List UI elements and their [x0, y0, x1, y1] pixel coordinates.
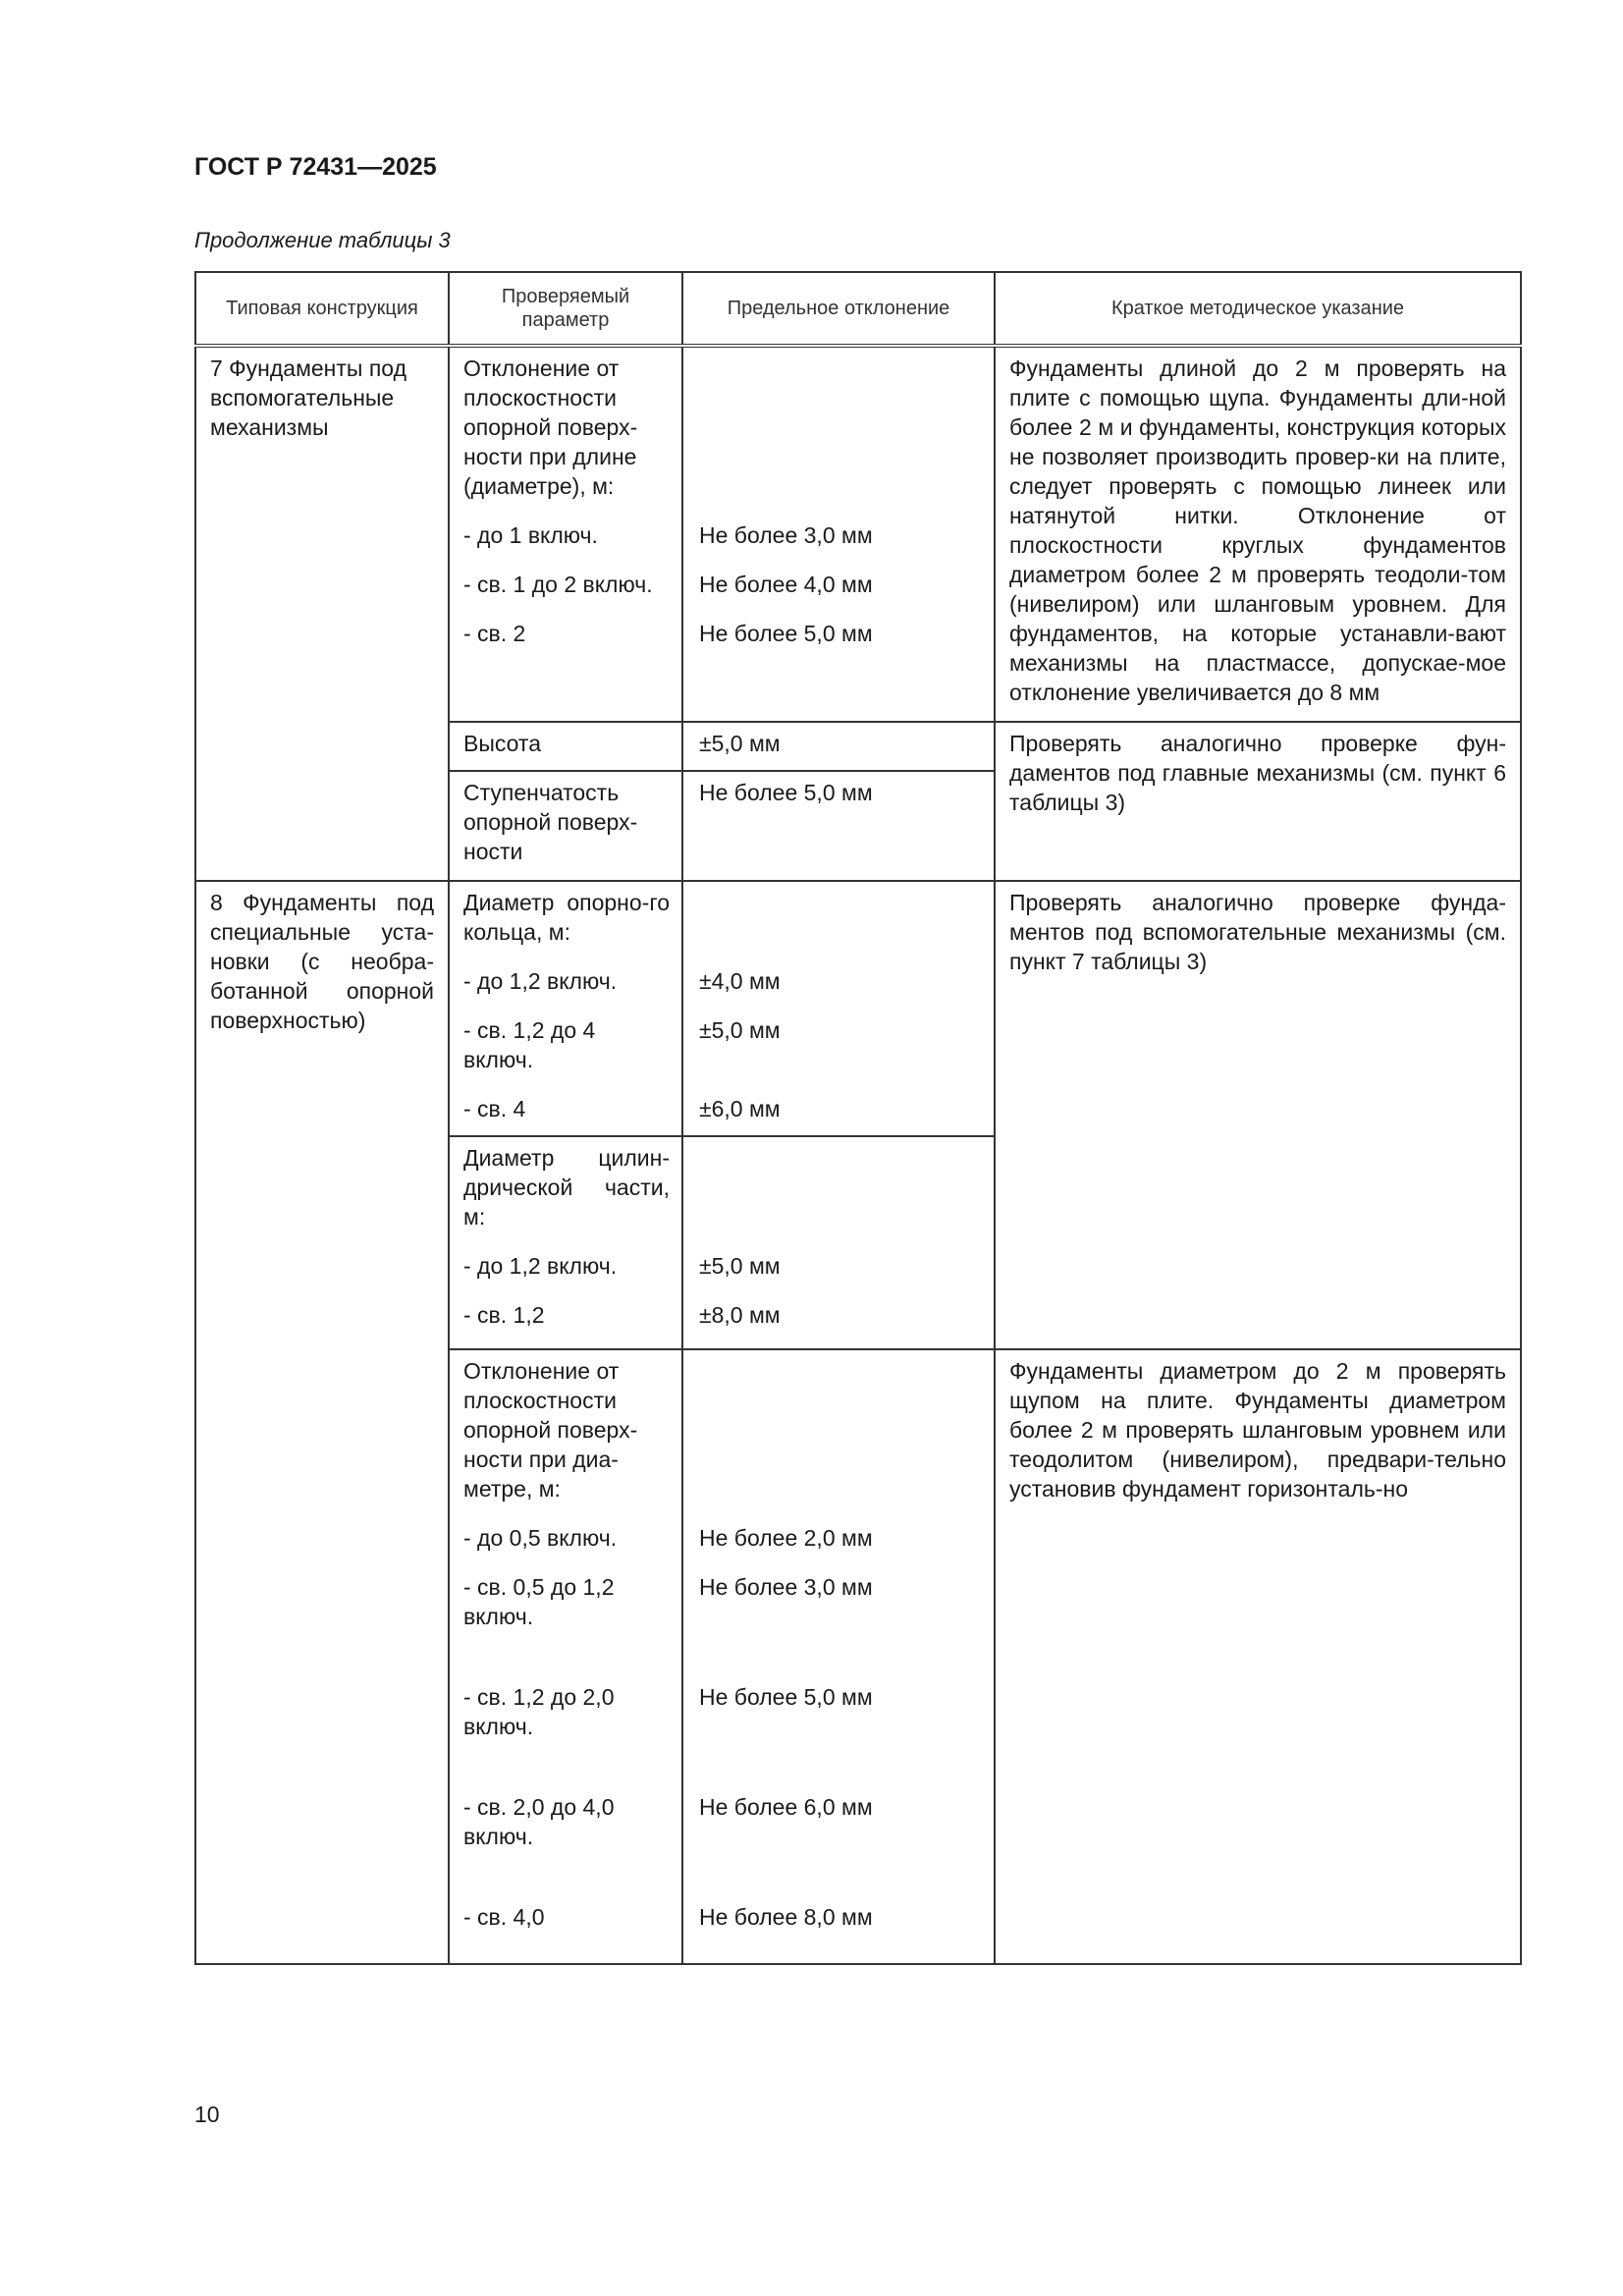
param-label: Отклонение от плоскостности опорной поверх-ности при диа-метре, м:	[463, 1358, 638, 1502]
param-value-group	[449, 1349, 995, 1964]
construction-text: 8 Фундаменты под специальные уста-новки (с необра-ботанной опорной поверхностью)	[210, 890, 434, 1033]
param-item: - св. 4,0 Не более 8,0 мм	[463, 1904, 873, 1930]
param-cell: Ступенчатость опорной поверх-ности	[449, 771, 682, 881]
param-item: - св. 4 ±6,0 мм	[463, 1096, 781, 1121]
param-label: Диаметр опорно-го кольца, м:	[463, 890, 670, 945]
header-parameter: Проверяемый параметр	[449, 272, 682, 346]
deviation-cell: ±5,0 мм	[682, 722, 995, 771]
param-label: Отклонение от плоскостности опорной поверх-ности при длине (диаметре), м:	[463, 355, 638, 499]
method-note: Проверять аналогично проверке фунда-ментов под вспомогательные механизмы (см. пункт 7 таблицы 3)	[995, 881, 1521, 1349]
table-header-row	[195, 272, 1521, 346]
method-note: Фундаменты длиной до 2 м проверять на плите с помощью щупа. Фундаменты дли-ной более 2 м и фундаменты, конструкция которых не позволяет производить провер-ки на плите, следует проверять с помощью линеек или натянутой нитки. Отклонение от плоскостности круглых фундаментов диаметром более 2 м проверять теодоли-том (нивелиром) или шланговым уровнем. Для фундаментов, на которые устанавли-вают механизмы на пластмассе, допускае-мое отклонение увеличивается до 8 мм	[995, 346, 1521, 722]
tolerance-table	[194, 271, 1522, 1965]
method-note: Фундаменты диаметром до 2 м проверять щупом на плите. Фундаменты диаметром более 2 м проверять шланговым уровнем или теодолитом (нивелиром), предвари-тельно установив фундамент горизонталь-но	[995, 1349, 1521, 1964]
param-item: - св. 2,0 до 4,0 включ. Не более 6,0 мм	[463, 1794, 873, 1849]
param-value-group	[449, 1136, 995, 1349]
deviation-cell: Не более 5,0 мм	[682, 771, 995, 881]
param-item: - св. 1,2 до 4 включ. ±5,0 мм	[463, 1017, 781, 1072]
table-row	[195, 881, 1521, 1136]
table-caption: Продолжение таблицы 3	[194, 228, 451, 252]
construction-cell	[195, 346, 449, 881]
param-item: - до 1 включ. Не более 3,0 мм	[463, 522, 873, 548]
param-cell: Высота	[449, 722, 682, 771]
param-item: - св. 1,2 ±8,0 мм	[463, 1302, 781, 1328]
method-note: Проверять аналогично проверке фун-даментов под главные механизмы (см. пункт 6 таблицы 3)	[995, 722, 1521, 881]
param-label: Диаметр цилин-дрической части, м:	[463, 1145, 670, 1230]
header-deviation: Предельное отклонение	[682, 272, 995, 346]
param-item: - до 0,5 включ. Не более 2,0 мм	[463, 1525, 873, 1551]
param-item: - св. 0,5 до 1,2 включ. Не более 3,0 мм	[463, 1574, 873, 1629]
param-value-group	[449, 346, 995, 722]
table-row	[195, 346, 1521, 722]
page-number: 10	[194, 2102, 220, 2127]
param-item: - св. 1 до 2 включ. Не более 4,0 мм	[463, 572, 873, 597]
param-item: - св. 1,2 до 2,0 включ. Не более 5,0 мм	[463, 1684, 873, 1739]
param-item: - св. 2 Не более 5,0 мм	[463, 621, 873, 646]
param-value-group	[449, 881, 995, 1136]
header-method: Краткое методическое указание	[995, 272, 1521, 346]
header-construction: Типовая конструкция	[195, 272, 449, 346]
param-item: - до 1,2 включ. ±5,0 мм	[463, 1253, 781, 1279]
construction-cell	[195, 881, 449, 1964]
construction-text: 7 Фундаменты под вспомогательные механизмы	[210, 355, 407, 440]
document-id: ГОСТ Р 72431—2025	[194, 153, 437, 181]
param-item: - до 1,2 включ. ±4,0 мм	[463, 968, 781, 994]
